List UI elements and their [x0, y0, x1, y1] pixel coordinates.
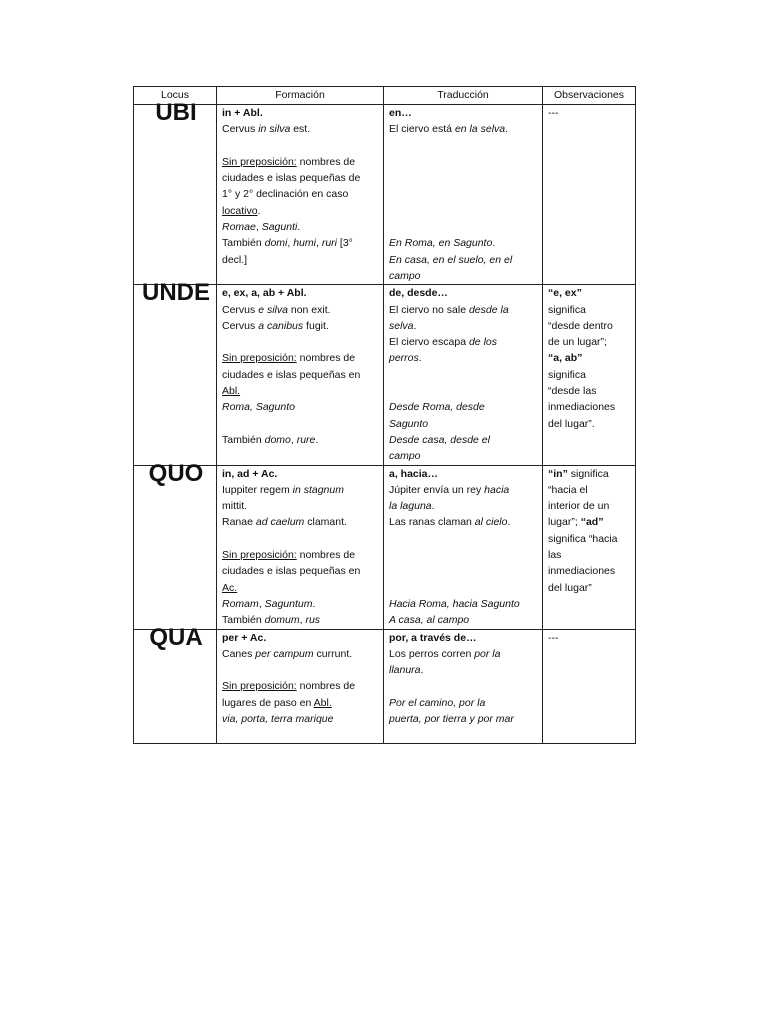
locus-table — [133, 86, 636, 744]
ubi-translation-home: campo — [389, 269, 421, 282]
qua-traduccion — [384, 629, 543, 743]
quo-observation: inmediaciones — [548, 565, 616, 578]
unde-observation: significa — [548, 303, 586, 316]
qua-observation: --- — [548, 631, 559, 644]
qua-places: via, porta, terra marique — [222, 712, 334, 725]
unde-translation-home: Desde casa, desde el — [389, 433, 490, 446]
ubi-translation-head: en… — [389, 107, 412, 119]
unde-observation: “desde las — [548, 385, 597, 398]
unde-formacion — [217, 285, 384, 465]
quo-translation-example: la laguna. — [389, 500, 435, 513]
qua-formula: per + Ac. — [222, 631, 267, 644]
quo-example: mittit. — [222, 500, 248, 513]
ubi-translation-cities: En Roma, en Sagunto. — [389, 237, 496, 250]
ubi-formacion — [217, 105, 384, 285]
qua-translation-places: Por el camino, por la — [389, 696, 486, 709]
qua-translation-example: llanura. — [389, 664, 424, 677]
quo-traduccion — [384, 465, 543, 629]
ubi-observaciones — [543, 105, 636, 285]
quo-formula: in, ad + Ac. — [222, 467, 278, 480]
unde-also: También domo, rure. — [222, 433, 319, 446]
unde-translation-example: El ciervo no sale desde la — [389, 303, 509, 316]
qua-translation-head: por, a través de… — [389, 631, 477, 644]
quo-observaciones — [543, 465, 636, 629]
quo-translation-example: Las ranas claman al cielo. — [389, 516, 511, 529]
quo-cities: Romam, Saguntum. — [222, 597, 316, 610]
qua-example: Canes per campum currunt. — [222, 647, 353, 660]
ubi-rule: Sin preposición: nombres de — [222, 155, 356, 168]
quo-observation: interior de un — [548, 500, 610, 513]
unde-traduccion — [384, 285, 543, 465]
unde-example: Cervus e silva non exit. — [222, 303, 331, 316]
unde-cities: Roma, Sagunto — [222, 401, 295, 414]
ubi-also: También domi, humi, ruri [3° — [222, 237, 353, 250]
unde-translation-example: perros. — [389, 352, 422, 365]
unde-formula: e, ex, a, ab + Abl. — [222, 287, 307, 300]
row-quo — [134, 465, 636, 629]
unde-observation: “desde dentro — [548, 319, 613, 332]
header-traduccion: Traducción — [384, 87, 543, 105]
header-formacion: Formación — [217, 87, 384, 105]
unde-observaciones — [543, 285, 636, 465]
unde-translation-example: El ciervo escapa de los — [389, 336, 497, 349]
quo-translation-head: a, hacia… — [389, 467, 439, 480]
quo-example: Ranae ad caelum clamant. — [222, 516, 347, 529]
unde-rule: Sin preposición: nombres de — [222, 352, 356, 365]
qua-translation-places: puerta, por tierra y por mar — [389, 712, 514, 725]
quo-rule-line: ciudades e islas pequeñas en — [222, 565, 361, 578]
qua-rule: Sin preposición: nombres de — [222, 680, 356, 693]
qua-rule-line: lugares de paso en Abl. — [222, 696, 332, 709]
ubi-rule-line: ciudades e islas pequeñas de — [222, 172, 361, 185]
quo-also: También domum, rus — [222, 614, 321, 627]
unde-translation-home: campo — [389, 450, 421, 463]
quo-translation-cities: Hacia Roma, hacia Sagunto — [389, 597, 520, 610]
ubi-example: Cervus in silva est. — [222, 123, 311, 136]
ubi-translation-home: En casa, en el suelo, en el — [389, 253, 513, 266]
quo-translation-home: A casa, al campo — [389, 614, 470, 627]
locus-unde: UNDE — [134, 285, 217, 465]
quo-rule-line: Ac. — [222, 581, 238, 594]
unde-rule-line: ciudades e islas pequeñas en — [222, 368, 361, 381]
unde-translation-cities: Desde Roma, desde — [389, 401, 485, 414]
row-qua — [134, 629, 636, 743]
quo-observation: “hacia el — [548, 483, 588, 496]
ubi-rule-line: 1° y 2° declinación en caso — [222, 188, 349, 201]
qua-translation-example: Los perros corren por la — [389, 647, 501, 660]
unde-observation: “e, ex” — [548, 287, 582, 300]
ubi-cities: Romae, Sagunti. — [222, 221, 301, 234]
unde-observation: “a, ab” — [548, 352, 583, 365]
quo-example: Iuppiter regem in stagnum — [222, 483, 344, 496]
ubi-observation: --- — [548, 107, 559, 119]
quo-observation: las — [548, 549, 562, 562]
unde-observation: de un lugar”; — [548, 336, 607, 349]
quo-observation: lugar”; “ad” — [548, 516, 604, 529]
quo-observation: “in” significa — [548, 467, 609, 480]
row-ubi — [134, 105, 636, 285]
ubi-rule-line: locativo. — [222, 204, 261, 217]
quo-rule: Sin preposición: nombres de — [222, 549, 356, 562]
header-row — [134, 87, 636, 105]
ubi-formula: in + Abl. — [222, 107, 263, 119]
unde-observation: inmediaciones — [548, 401, 616, 414]
unde-translation-example: selva. — [389, 319, 417, 332]
unde-observation: del lugar”. — [548, 417, 595, 430]
quo-translation-example: Júpiter envía un rey hacia — [389, 483, 510, 496]
unde-translation-head: de, desde… — [389, 287, 448, 300]
unde-example: Cervus a canibus fugit. — [222, 319, 329, 332]
locus-qua: QUA — [134, 629, 217, 743]
unde-translation-cities: Sagunto — [389, 417, 429, 430]
qua-formacion — [217, 629, 384, 743]
ubi-also-line: decl.] — [222, 253, 248, 266]
ubi-translation-example: El ciervo está en la selva. — [389, 123, 509, 136]
quo-observation: del lugar” — [548, 581, 592, 594]
quo-observation: significa “hacia — [548, 532, 618, 545]
locus-quo: QUO — [134, 465, 217, 629]
locus-ubi: UBI — [134, 105, 217, 285]
qua-observaciones — [543, 629, 636, 743]
unde-rule-line: Abl. — [222, 385, 241, 398]
header-locus: Locus — [134, 87, 217, 105]
header-observaciones: Observaciones — [543, 87, 636, 105]
unde-observation: significa — [548, 368, 586, 381]
ubi-traduccion — [384, 105, 543, 285]
quo-formacion — [217, 465, 384, 629]
row-unde — [134, 285, 636, 465]
